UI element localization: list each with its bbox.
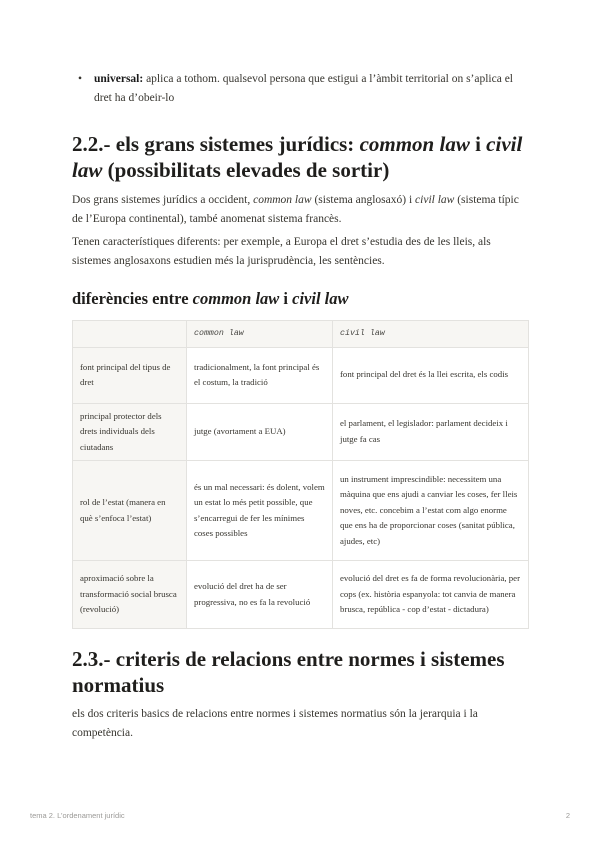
heading-text: 2.2.- els grans sistemes jurídics: [72, 132, 360, 156]
table-cell-criterion: aproximació sobre la transformació social brusca (revolució) [73, 561, 187, 629]
paragraph-characteristics: Tenen característiques diferents: per exemple, a Europa el dret s’estudia des de les lleis, als sistemes anglosaxons estudien més la jurisprudència, les sentències. [72, 236, 491, 267]
table-cell-common-law: és un mal necessari: és dolent, volem un estat lo més petit possible, que s’encarregui de fer les mínimes coses possibles [187, 461, 333, 561]
bullet-text [94, 70, 526, 108]
table-cell-common-law: jutge (avortament a EUA) [187, 403, 333, 461]
heading-emphasis-civil-law: civil law [292, 289, 349, 308]
heading-emphasis-civil-law: civil law [72, 132, 523, 182]
paragraph-two-systems [72, 191, 528, 229]
table-header-cell-civil-law: civil law [333, 321, 529, 348]
comparison-table [72, 320, 529, 629]
footer-chapter-title: tema 2. L’ordenament jurídic [30, 811, 125, 820]
table-header-row [73, 321, 529, 348]
paragraph-criteria: els dos criteris basics de relacions entre normes i sistemes normatius són la jerarquia i la competència. [72, 708, 478, 739]
footer-page-number: 2 [565, 811, 570, 820]
table-cell-criterion: rol de l’estat (manera en què s’enfoca l’estat) [73, 461, 187, 561]
table-cell-civil-law: font principal del dret és la llei escrita, els codis [333, 347, 529, 403]
table-row [73, 561, 529, 629]
section-heading-2-3: 2.3.- criteris de relacions entre normes i sistemes normatius [72, 647, 505, 697]
paragraph-emphasis: common law [253, 194, 312, 206]
bullet-dot-icon: • [78, 73, 83, 85]
heading-emphasis-common-law: common law [359, 132, 470, 156]
heading-text: (possibilitats elevades de sortir) [102, 158, 390, 182]
paragraph-emphasis: civil law [415, 194, 455, 206]
paragraph-text: (sistema típic de l’Europa continental), també anomenat sistema francès. [72, 194, 519, 225]
subsection-heading-differences [72, 288, 349, 310]
table-cell-civil-law: un instrument imprescindible: necessitem una màquina que ens ajudi a canviar les coses, fer lleis noves, etc. concebim a l’estat com algo enorme que ens ha de proporcionar coses (sanitat pública, ajudes, etc) [333, 461, 529, 561]
bullet-description: aplica a tothom. qualsevol persona que estigui a l’àmbit territorial on s’aplica el dret ha d’obeir-lo [94, 73, 513, 104]
table-row [73, 461, 529, 561]
table-cell-criterion: principal protector dels drets individuals dels ciutadans [73, 403, 187, 461]
table-header-cell-empty [73, 321, 187, 348]
table-header-cell-common-law: common law [187, 321, 333, 348]
paragraph-text: (sistema anglosaxó) i [311, 194, 416, 206]
heading-emphasis-common-law: common law [192, 289, 280, 308]
heading-text: i [279, 289, 293, 308]
table-cell-civil-law: el parlament, el legislador: parlament decideix i jutge fa cas [333, 403, 529, 461]
table-cell-civil-law: evolució del dret es fa de forma revolucionària, per cops (ex. història espanyola: tot canvia de manera brusca, república - cop d’estat - dictadura) [333, 561, 529, 629]
table-cell-common-law: evolució del dret ha de ser progressiva, no es fa la revolució [187, 561, 333, 629]
heading-text: i [469, 132, 487, 156]
section-heading-2-2 [72, 131, 528, 183]
bullet-term: universal: [94, 73, 144, 85]
table-row [73, 403, 529, 461]
paragraph-text: Dos grans sistemes jurídics a occident, [72, 194, 254, 206]
heading-text: diferències entre [72, 289, 193, 308]
table-cell-criterion: font principal del tipus de dret [73, 347, 187, 403]
table-cell-common-law: tradicionalment, la font principal és el costum, la tradició [187, 347, 333, 403]
table-row [73, 347, 529, 403]
